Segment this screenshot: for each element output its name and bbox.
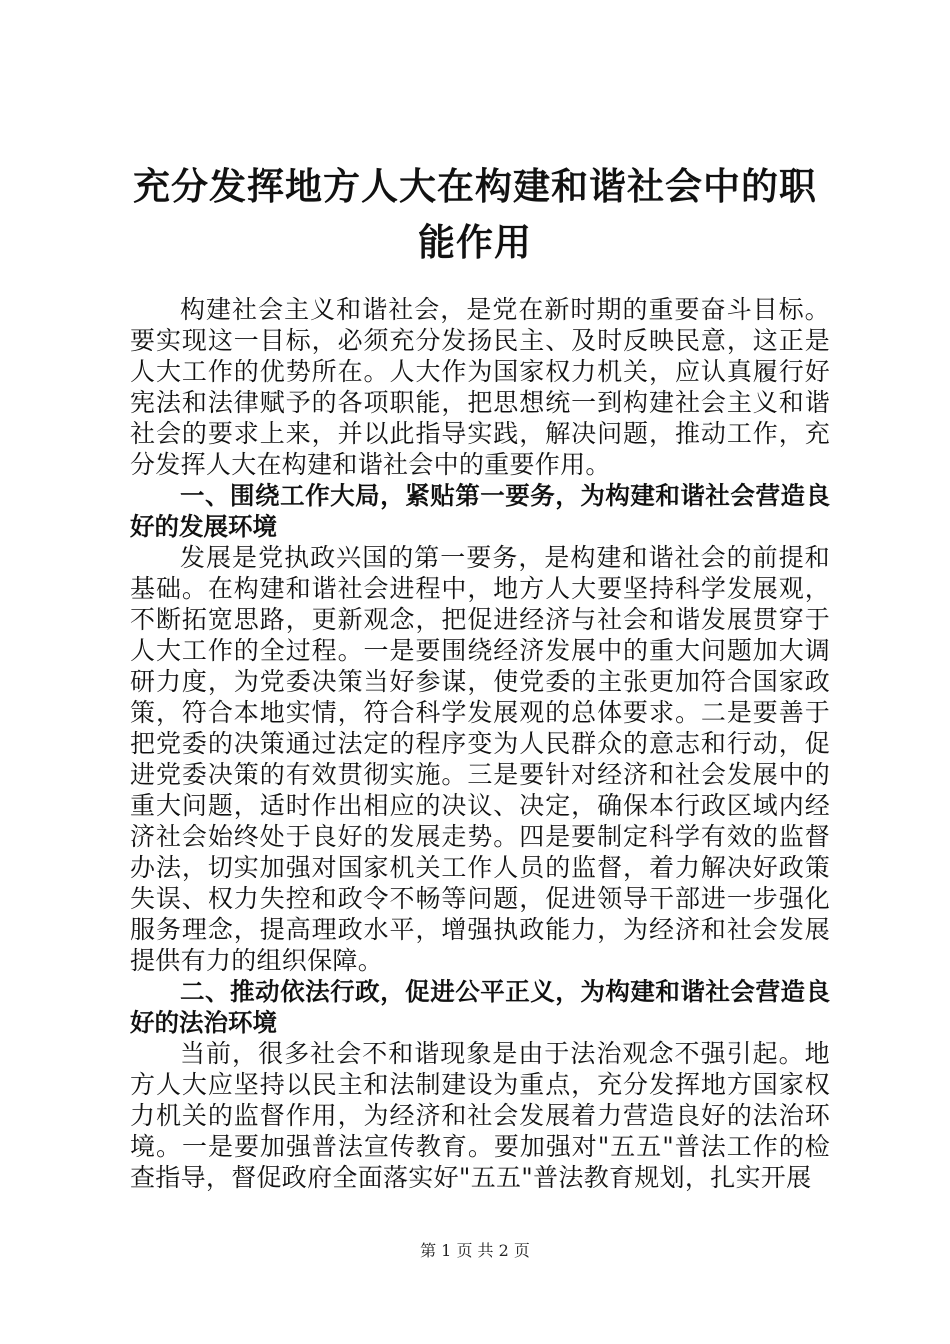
document-title: 充分发挥地方人大在构建和谐社会中的职能作用 — [133, 164, 817, 264]
section-heading-1: 一、围绕工作大局，紧贴第一要务，为构建和谐社会营造良好的发展环境 — [130, 481, 830, 541]
section-heading-2: 二、推动依法行政，促进公平正义，为构建和谐社会营造良好的法治环境 — [130, 977, 830, 1037]
section-2-paragraph: 当前，很多社会不和谐现象是由于法治观念不强引起。地方人大应坚持以民主和法制建设为重点，充分发挥地方国家权力机关的监督作用，为经济和社会发展着力营造良好的法治环境。一是要加强普法宣传教育。要加强对"五五"普法工作的检查指导，督促政府全面落实好"五五"普法教育规划，扎实开展 — [130, 1039, 830, 1192]
page-footer: 第 1 页 共 2 页 — [420, 1241, 530, 1260]
document-body — [130, 294, 830, 1193]
section-1-paragraph: 发展是党执政兴国的第一要务，是构建和谐社会的前提和基础。在构建和谐社会进程中，地方人大要坚持科学发展观，不断拓宽思路，更新观念，把促进经济与社会和谐发展贯穿于人大工作的全过程。一是要围绕经济发展中的重大问题加大调研力度，为党委决策当好参谋，使党委的主张更加符合国家政策，符合本地实情，符合科学发展观的总体要求。二是要善于把党委的决策通过法定的程序变为人民群众的意志和行动，促进党委决策的有效贯彻实施。三是要针对经济和社会发展中的重大问题，适时作出相应的决议、决定，确保本行政区域内经济社会始终处于良好的发展走势。四是要制定科学有效的监督办法，切实加强对国家机关工作人员的监督，着力解决好政策失误、权力失控和政令不畅等问题，促进领导干部进一步强化服务理念，提高理政水平，增强执政能力，为经济和社会发展提供有力的组织保障。 — [130, 543, 830, 975]
intro-paragraph: 构建社会主义和谐社会，是党在新时期的重要奋斗目标。要实现这一目标，必须充分发扬民主、及时反映民意，这正是人大工作的优势所在。人大作为国家权力机关，应认真履行好宪法和法律赋予的各项职能，把思想统一到构建社会主义和谐社会的要求上来，并以此指导实践，解决问题，推动工作，充分发挥人大在构建和谐社会中的重要作用。 — [130, 295, 830, 479]
